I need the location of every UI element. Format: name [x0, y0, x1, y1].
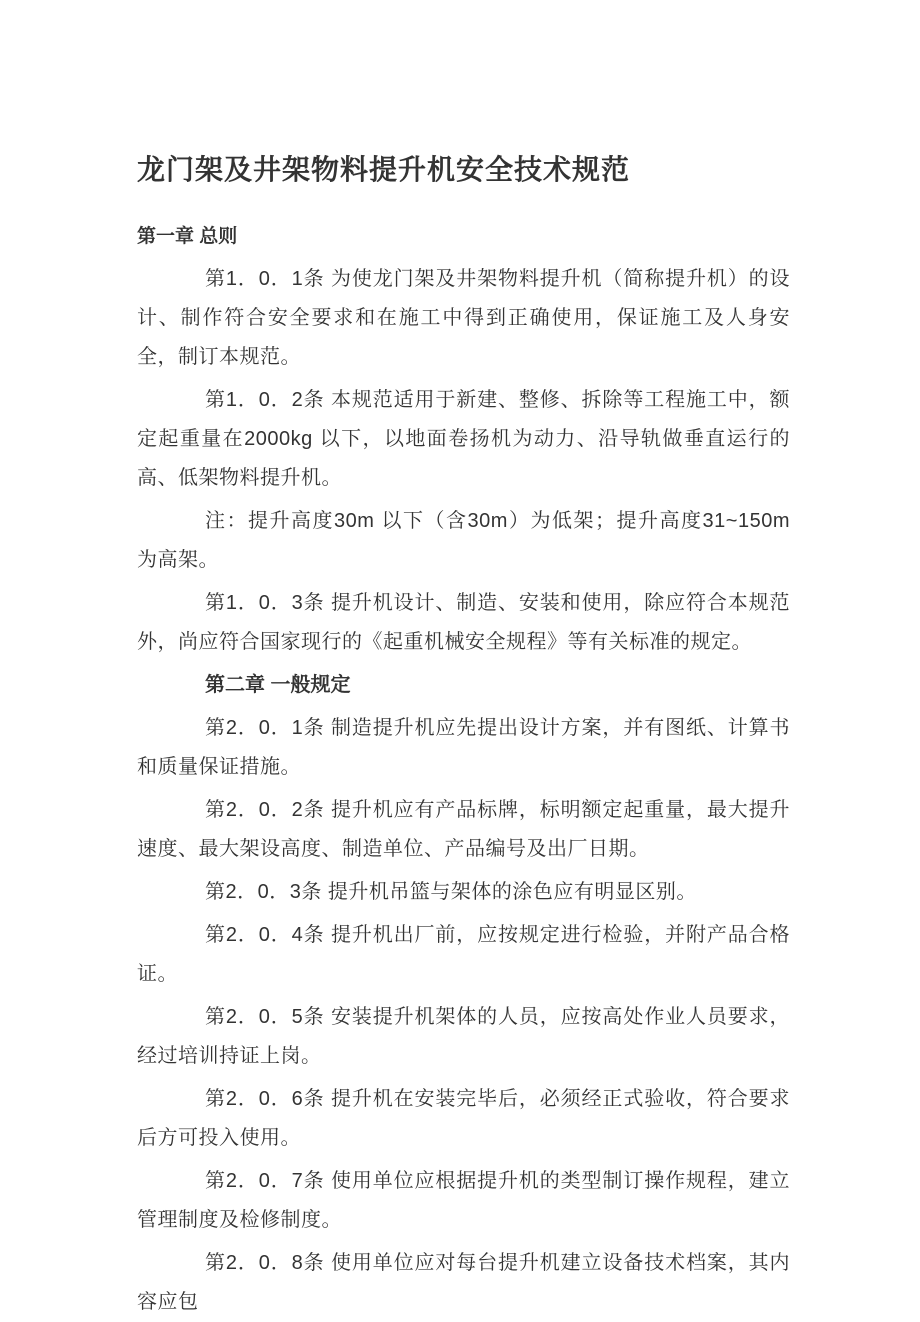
article-2-0-7: 第2．0．7条 使用单位应根据提升机的类型制订操作规程，建立管理制度及检修制度。 [137, 1170, 790, 1231]
article-2-0-1: 第2．0．1条 制造提升机应先提出设计方案，并有图纸、计算书和质量保证措施。 [137, 717, 790, 778]
article-2-0-5: 第2．0．5条 安装提升机架体的人员，应按高处作业人员要求，经过培训持证上岗。 [137, 1006, 790, 1067]
article-2-0-8: 第2．0．8条 使用单位应对每台提升机建立设备技术档案，其内容应包 [137, 1252, 790, 1313]
article-1-0-2: 第1．0．2条 本规范适用于新建、整修、拆除等工程施工中，额定起重量在2000kg 以下，以地面卷扬机为动力、沿导轨做垂直运行的高、低架物料提升机。 [137, 389, 790, 489]
article-2-0-2: 第2．0．2条 提升机应有产品标牌，标明额定起重量，最大提升速度、最大架设高度、制造单位、产品编号及出厂日期。 [137, 799, 790, 860]
document-content [137, 0, 790, 1322]
article-1-0-1: 第1．0．1条 为使龙门架及井架物料提升机（简称提升机）的设计、制作符合安全要求和在施工中得到正确使用，保证施工及人身安全，制订本规范。 [137, 268, 790, 368]
article-2-0-3: 第2．0．3条 提升机吊篮与架体的涂色应有明显区别。 [205, 881, 697, 903]
article-2-0-4: 第2．0．4条 提升机出厂前，应按规定进行检验，并附产品合格证。 [137, 924, 790, 985]
document-title: 龙门架及井架物料提升机安全技术规范 [137, 154, 631, 185]
article-2-0-6: 第2．0．6条 提升机在安装完毕后，必须经正式验收，符合要求后方可投入使用。 [137, 1088, 790, 1149]
note-paragraph: 注：提升高度30m 以下（含30m）为低架；提升高度31~150m 为高架。 [137, 510, 790, 571]
article-1-0-3: 第1．0．3条 提升机设计、制造、安装和使用，除应符合本规范外，尚应符合国家现行的《起重机械安全规程》等有关标准的规定。 [137, 592, 790, 653]
chapter-1-heading: 第一章 总则 [137, 226, 238, 247]
chapter-2-heading: 第二章 一般规定 [205, 674, 351, 696]
